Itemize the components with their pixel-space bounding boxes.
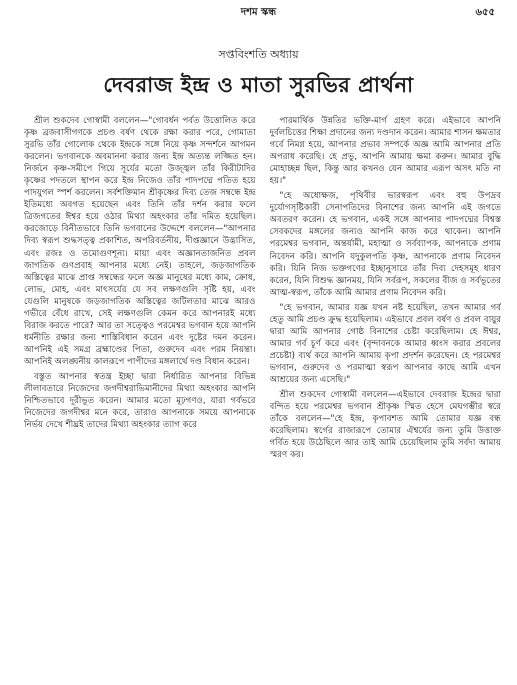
paragraph: পারমার্থিক উন্নতির ভক্তি-মার্গ গ্রহণ করে। এইভাবে আপনি দুর্বলচিত্তের শিক্ষা প্রদানের জন্য দণ্ডদান করেন। আমার শাসন ক্ষমতার গর্বে নিমগ্ন হয়ে, আপনার প্রভাব সম্পর্কে অজ্ঞ আমি আপনার প্রতি অপরাধ করেছি। হে প্রভু, আপনি আমায় ক্ষমা করুন। আমার বুদ্ধি মোহাচ্ছন্ন ছিল, কিন্তু আর কখনও যেন আমার এরূপ অসৎ মতি না হয়।" (269, 116, 501, 187)
page-header (0, 5, 517, 19)
chapter-number: সপ্তবিংশতি অধ্যায় (218, 48, 299, 61)
paragraph: "হে অধোক্ষজ, পৃথিবীর ভারস্বরূপ এবং বহু উপদ্রব দুর্যোগসৃষ্টিকারী সেনাপতিদের বিনাশের জন্য আপনি এই জগতে অবতরণ করেন। হে ভগবান, একই সঙ্গে আপনার পাদপদ্মের বিশ্বস্ত সেবকদের মঙ্গলের জন্যও আপনি কাজ করে থাকেন। আপনি পরমেশ্বর ভগবান, অন্তর্যামী, মহাত্মা ও সর্বব্যাপক, আপনাকে প্রণাম নিবেদন করি। আপনি যদুকুলপতি কৃষ্ণ, আপনাকে প্রণাম নিবেদন করি। যিনি নিজ ভক্তগণের ইচ্ছানুসারে তাঁর দিব্য দেহসমূহ ধারণ করেন, যিনি বিশুদ্ধ জ্ঞানময়, যিনি সর্বরূপ, সকলের বীজ ও সর্বভূতের আত্ম-স্বরূপ, তাঁকে আমি আমার প্রণাম নিবেদন করি। (269, 191, 501, 298)
running-head: দশম স্কন্ধ (240, 7, 277, 18)
text-columns (24, 115, 501, 681)
paragraph: "হে ভগবান, আমার যজ্ঞ যখন নষ্ট হয়েছিল, তখন আমার গর্ব হেতু আমি প্রচণ্ড ক্রুদ্ধ হয়েছিলাম। এইভাবে প্রবল বর্ষণ ও প্রবল বায়ুর দ্বারা আমি আপনার গোষ্ঠ বিনাশের চেষ্টা করেছিলাম। হে ঈশ্বর, আমার গর্ব চূর্ণ করে এবং (বৃন্দাবনকে আমার ধ্বংস করার প্রবলের প্রচেষ্টা) ব্যর্থ করে আপনি আমায় কৃপা প্রদর্শন করেছেন। হে পরমেশ্বর ভগবান, গুরুদেব ও পরমাত্মা স্বরূপ আপনার কাছে আমি এখন আশ্রয়ের জন্য এসেছি।" (269, 302, 501, 385)
right-column (270, 115, 502, 681)
paragraph: বস্তুত আপনার স্বতন্ত্র ইচ্ছা দ্বারা নির্ধারিত আপনার বিভিন্ন লীলাবতারে নিজেদের জগদীশ্বরাভিমানীদের মিথ্যা অহংকার আপনি নিশ্চিতভাবে দূরীভূত করেন। আমার মতো মূঢ়গণও, যারা গর্বভরে নিজেদের জগদীশ্বর মনে করে, তারাও আপনাকে সময়ে আপনাকে নির্ভয় দেখে শীঘ্রই তাদের মিথ্যা অহংকার ত্যাগ করে (24, 371, 256, 431)
chapter-title: দেবরাজ ইন্দ্র ও মাতা সুরভির প্রার্থনা (103, 73, 414, 97)
page-number: ৬৫৫ (475, 7, 495, 18)
left-column (24, 115, 256, 681)
paragraph: শ্রীল শুকদেব গোস্বামী বললেন—"গোবর্ধন পর্বত উত্তোলিত করে কৃষ্ণ ব্রজবাসীগণকে প্রচণ্ড বর্ষণ থেকে রক্ষা করার পরে, গোমাতা সুরভি তাঁর গোলোক থেকে ইন্দ্রকে সঙ্গে নিয়ে কৃষ্ণ সন্দর্শনে আগমন করলেন। ভগবানকে অবমাননা করার জন্য ইন্দ্র অত্যন্ত লজ্জিত হন। নির্জনে কৃষ্ণ-সমীপে গিয়ে সূর্যের মতো উজ্জ্বল তাঁর কিরীটাদির কৃষ্ণের পদতলে স্থাপন করে ইন্দ্র নিজেও তাঁর পাদপদ্মে পতিত হয়ে পাদযুগল স্পর্শ করলেন। সর্বশক্তিমান শ্রীকৃষ্ণের দিব্য তেজ সম্বন্ধে ইন্দ্র ইতিমধ্যে অবগত হয়েছেন এবং তিনি তাঁর দর্শন করার ফলে ত্রিজগতের ঈশ্বর হয়ে ওঠার মিথ্যা অহংকার তাঁর দমিত হয়েছিল। করজোড়ে বিনীতভাবে তিনি ভগবানের উদ্দেশে বললেন—"আপনার দিব্য স্বরূপ শুদ্ধসত্ত্ব প্রকাশিত, অপরিবর্তনীয়, দীপ্তজ্ঞানে উদ্ভাসিত, এবং রজঃ ও তমোগুণশূন্য। মায়া এবং অজ্ঞানতাজনিত প্রবল জাগতিক গুণপ্রবাহ আপনার মধ্যে নেই। তাহলে, জড়জাগতিক অস্তিত্বের মাঝে প্রাপ্ত সম্বন্ধের ফলে অজ্ঞ মানুষের মধ্যে কাম, ক্রোধ, লোভ, মোহ, এবং মাৎসর্যের যে সব লক্ষণগুলি সৃষ্টি হয়, এবং যেগুলি মানুষকে জড়জাগতিক অস্তিত্বের জটিলতার মাঝে আরও গভীরে বেঁধে রাখে, সেই লক্ষণগুলি কেমন করে আপনারই মধ্যে বিরাজ করতে পারে? আর তা সত্ত্বেও পরমেশ্বর ভগবান হয়ে আপনি ধর্মনীতি রক্ষার জন্য শাস্তিবিধান করেন এবং দুষ্টের দমন করেন। আপনিই এই সমগ্র ব্রহ্মাণ্ডের পিতা, গুরুদেব এবং পরম নিয়ন্তা। আপনিই অলঙ্ঘনীয় কালরূপে পাপীদের মঙ্গলার্থে দণ্ড বিধান করেন। (24, 116, 256, 367)
paragraph: শ্রীল শুকদেব গোস্বামী বললেন—এইভাবে দেবরাজ ইন্দ্রের দ্বারা বন্দিত হয়ে পরমেশ্বর ভগবান শ্রীকৃষ্ণ স্মিত হেসে মেঘগম্ভীর স্বরে তাঁকে বললেন—"হে ইন্দ্র, কৃপাবশত আমি তোমার যজ্ঞ বন্ধ করেছিলাম। স্বর্গের রাজারূপে তোমার ঐশ্বর্যের জন্য তুমি উত্তাক্ত গর্বিত হয়ে উঠেছিলে আর তাই আমি চেয়েছিলাম তুমি সর্বদা আমায় স্মরণ কর। (269, 390, 501, 461)
